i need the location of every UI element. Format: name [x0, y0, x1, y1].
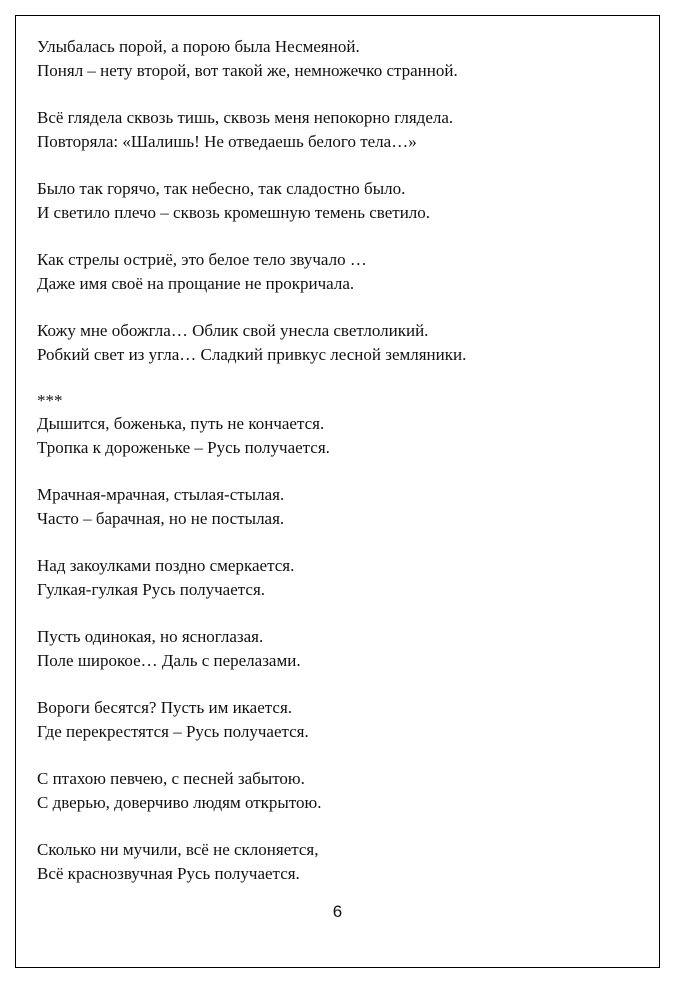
poem-text [37, 35, 647, 909]
poem-line: Даже имя своё на прощание не прокричала. [37, 274, 355, 293]
stanza [37, 177, 647, 225]
page-number: 6 [332, 902, 343, 921]
poem-line: Поле широкое… Даль с перелазами. [37, 651, 301, 670]
poem-line: С дверью, доверчиво людям открытою. [37, 793, 322, 812]
poem-line: Пусть одинокая, но ясноглазая. [37, 627, 264, 646]
document-page [15, 15, 660, 968]
poem-line: Тропка к дороженьке – Русь получается. [37, 438, 330, 457]
poem-line: Повторяла: «Шалишь! Не отведаешь белого тела…» [37, 132, 417, 151]
poem-line: Кожу мне обожгла… Облик свой унесла светлоликий. [37, 321, 429, 340]
poem-line: Вороги бесятся? Пусть им икается. [37, 698, 293, 717]
poem-line: Дышится, боженька, путь не кончается. [37, 414, 325, 433]
poem-line: Сколько ни мучили, всё не склоняется, [37, 840, 319, 859]
stanza [37, 838, 647, 886]
poem-line: Всё краснозвучная Русь получается. [37, 864, 300, 883]
stanza [37, 319, 647, 367]
stanza [37, 625, 647, 673]
poem-line: Понял – нету второй, вот такой же, немножечко странной. [37, 61, 458, 80]
poem-line: Улыбалась порой, а порою была Несмеяной. [37, 37, 360, 56]
poem-line: Мрачная-мрачная, стылая-стылая. [37, 485, 285, 504]
stanza [37, 248, 647, 296]
stanza [37, 412, 647, 460]
stanza [37, 696, 647, 744]
poem-line: Как стрелы остриё, это белое тело звучало … [37, 250, 367, 269]
stanza [37, 483, 647, 531]
stanza [37, 35, 647, 83]
stanza [37, 106, 647, 154]
poem-line: Гулкая-гулкая Русь получается. [37, 580, 266, 599]
poem-line: И светило плечо – сквозь кромешную темень светило. [37, 203, 431, 222]
poem-line: Где перекрестятся – Русь получается. [37, 722, 309, 741]
poem-line: Было так горячо, так небесно, так сладостно было. [37, 179, 406, 198]
poem-line: Часто – барачная, но не постылая. [37, 509, 285, 528]
poem-line: Над закоулками поздно смеркается. [37, 556, 295, 575]
poem-line: С птахою певчею, с песней забытою. [37, 769, 305, 788]
poem-line: Всё глядела сквозь тишь, сквозь меня непокорно глядела. [37, 108, 454, 127]
poem-line: Робкий свет из угла… Сладкий привкус лесной земляники. [37, 345, 467, 364]
stanza [37, 554, 647, 602]
section-separator: *** [37, 391, 63, 410]
stanza [37, 767, 647, 815]
